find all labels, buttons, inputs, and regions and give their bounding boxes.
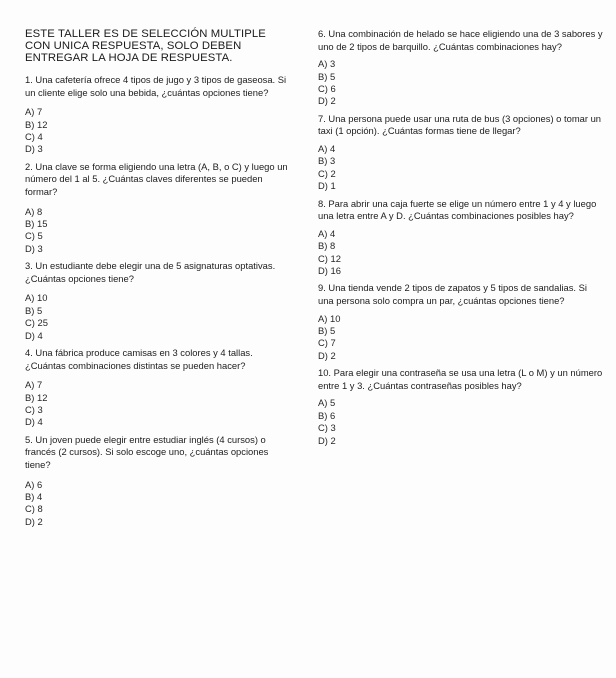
question-text: 1. Una cafetería ofrece 4 tipos de jugo y 3 tipos de gaseosa. Si un cliente elige solo una bebida, ¿cuántas opciones tiene? bbox=[25, 74, 287, 98]
answer-option-c: C) 3 bbox=[318, 422, 336, 434]
answer-option-d: D) 1 bbox=[318, 180, 336, 192]
answer-option-a: A) 4 bbox=[318, 227, 336, 239]
question-text: 4. Una fábrica produce camisas en 3 colores y 4 tallas. ¿Cuántas combinaciones distintas se pueden hacer? bbox=[25, 347, 253, 371]
question-text: 3. Un estudiante debe elegir una de 5 asignaturas optativas. ¿Cuántas opciones tiene? bbox=[25, 260, 276, 284]
answer-option-d: D) 2 bbox=[318, 349, 336, 361]
answer-option-c: C) 12 bbox=[318, 252, 341, 264]
question-4 bbox=[25, 347, 295, 429]
answer-option-a: A) 3 bbox=[318, 58, 336, 70]
answer-option-c: C) 25 bbox=[25, 317, 48, 329]
answer-option-b: B) 6 bbox=[318, 409, 336, 421]
answer-option-a: A) 8 bbox=[25, 205, 43, 217]
answer-option-c: C) 5 bbox=[25, 230, 43, 242]
right-column bbox=[318, 28, 603, 452]
question-text: 2. Una clave se forma eligiendo una letra (A, B, o C) y luego un número del 1 al 5. ¿Cuántas claves diferentes se pueden formar? bbox=[25, 160, 288, 197]
answer-option-d: D) 3 bbox=[25, 242, 43, 254]
answer-option-a: A) 10 bbox=[25, 292, 48, 304]
answer-option-b: B) 5 bbox=[318, 70, 336, 82]
question-5 bbox=[25, 434, 295, 528]
answer-option-b: B) 12 bbox=[25, 118, 48, 130]
question-text: 9. Una tienda vende 2 tipos de zapatos y 5 tipos de sandalias. Si una persona solo compra un par, ¿cuántas opciones tiene? bbox=[318, 282, 587, 307]
question-text: 8. Para abrir una caja fuerte se elige un número entre 1 y 4 y luego una letra entre A y D. ¿Cuántas combinaciones posibles hay? bbox=[318, 197, 597, 222]
answer-option-b: B) 5 bbox=[318, 325, 336, 337]
answer-option-b: B) 15 bbox=[25, 218, 48, 229]
header-line: ENTREGAR LA HOJA DE RESPUESTA. bbox=[25, 52, 233, 64]
answer-option-b: B) 3 bbox=[318, 155, 336, 167]
answer-option-d: D) 3 bbox=[25, 143, 43, 155]
answer-option-a: A) 7 bbox=[25, 106, 43, 118]
answer-option-c: C) 8 bbox=[25, 503, 43, 515]
question-6 bbox=[318, 28, 603, 108]
question-2 bbox=[25, 161, 295, 255]
answer-option-d: D) 2 bbox=[318, 434, 336, 446]
question-1 bbox=[25, 74, 295, 156]
answer-option-a: A) 5 bbox=[318, 397, 336, 409]
question-text: 5. Un joven puede elegir entre estudiar inglés (4 cursos) o francés (2 cursos). Si solo escoge uno, ¿cuántas opciones tiene? bbox=[25, 433, 269, 471]
question-3 bbox=[25, 260, 295, 342]
question-8 bbox=[318, 198, 603, 278]
answer-option-b: B) 4 bbox=[25, 491, 43, 503]
answer-option-a: A) 6 bbox=[25, 478, 43, 490]
answer-option-b: B) 12 bbox=[25, 391, 48, 403]
answer-option-d: D) 4 bbox=[25, 416, 43, 428]
answer-option-d: D) 2 bbox=[25, 515, 43, 527]
header-line: ESTE TALLER ES DE SELECCIÓN MULTIPLE bbox=[25, 28, 266, 40]
answer-option-a: A) 4 bbox=[318, 143, 336, 154]
answer-option-b: B) 8 bbox=[318, 240, 336, 252]
header-line: CON UNICA RESPUESTA, SOLO DEBEN bbox=[25, 40, 242, 52]
answer-option-c: C) 3 bbox=[25, 404, 43, 416]
answer-option-c: C) 7 bbox=[318, 337, 336, 349]
answer-option-d: D) 2 bbox=[318, 95, 336, 107]
answer-option-a: A) 10 bbox=[318, 312, 341, 324]
question-text: 7. Una persona puede usar una ruta de bus (3 opciones) o tomar un taxi (1 opción). ¿Cuántas formas tiene de llegar? bbox=[318, 112, 601, 137]
question-text: 6. Una combinación de helado se hace eligiendo una de 3 sabores y uno de 2 tipos de barquillo. ¿Cuántas combinaciones hay? bbox=[318, 28, 603, 52]
answer-option-a: A) 7 bbox=[25, 379, 43, 391]
question-10 bbox=[318, 367, 603, 447]
question-text: 10. Para elegir una contraseña se usa una letra (L o M) y un número entre 1 y 3. ¿Cuántas contraseñas posibles hay? bbox=[318, 367, 603, 391]
question-9 bbox=[318, 282, 603, 362]
answer-option-d: D) 16 bbox=[318, 265, 341, 277]
answer-option-b: B) 5 bbox=[25, 304, 43, 316]
answer-option-c: C) 4 bbox=[25, 131, 43, 142]
answer-option-c: C) 2 bbox=[318, 167, 336, 179]
left-column bbox=[25, 28, 295, 533]
answer-option-d: D) 4 bbox=[25, 329, 43, 341]
question-7 bbox=[318, 113, 603, 193]
instructions-header bbox=[25, 28, 295, 64]
answer-option-c: C) 6 bbox=[318, 83, 336, 94]
